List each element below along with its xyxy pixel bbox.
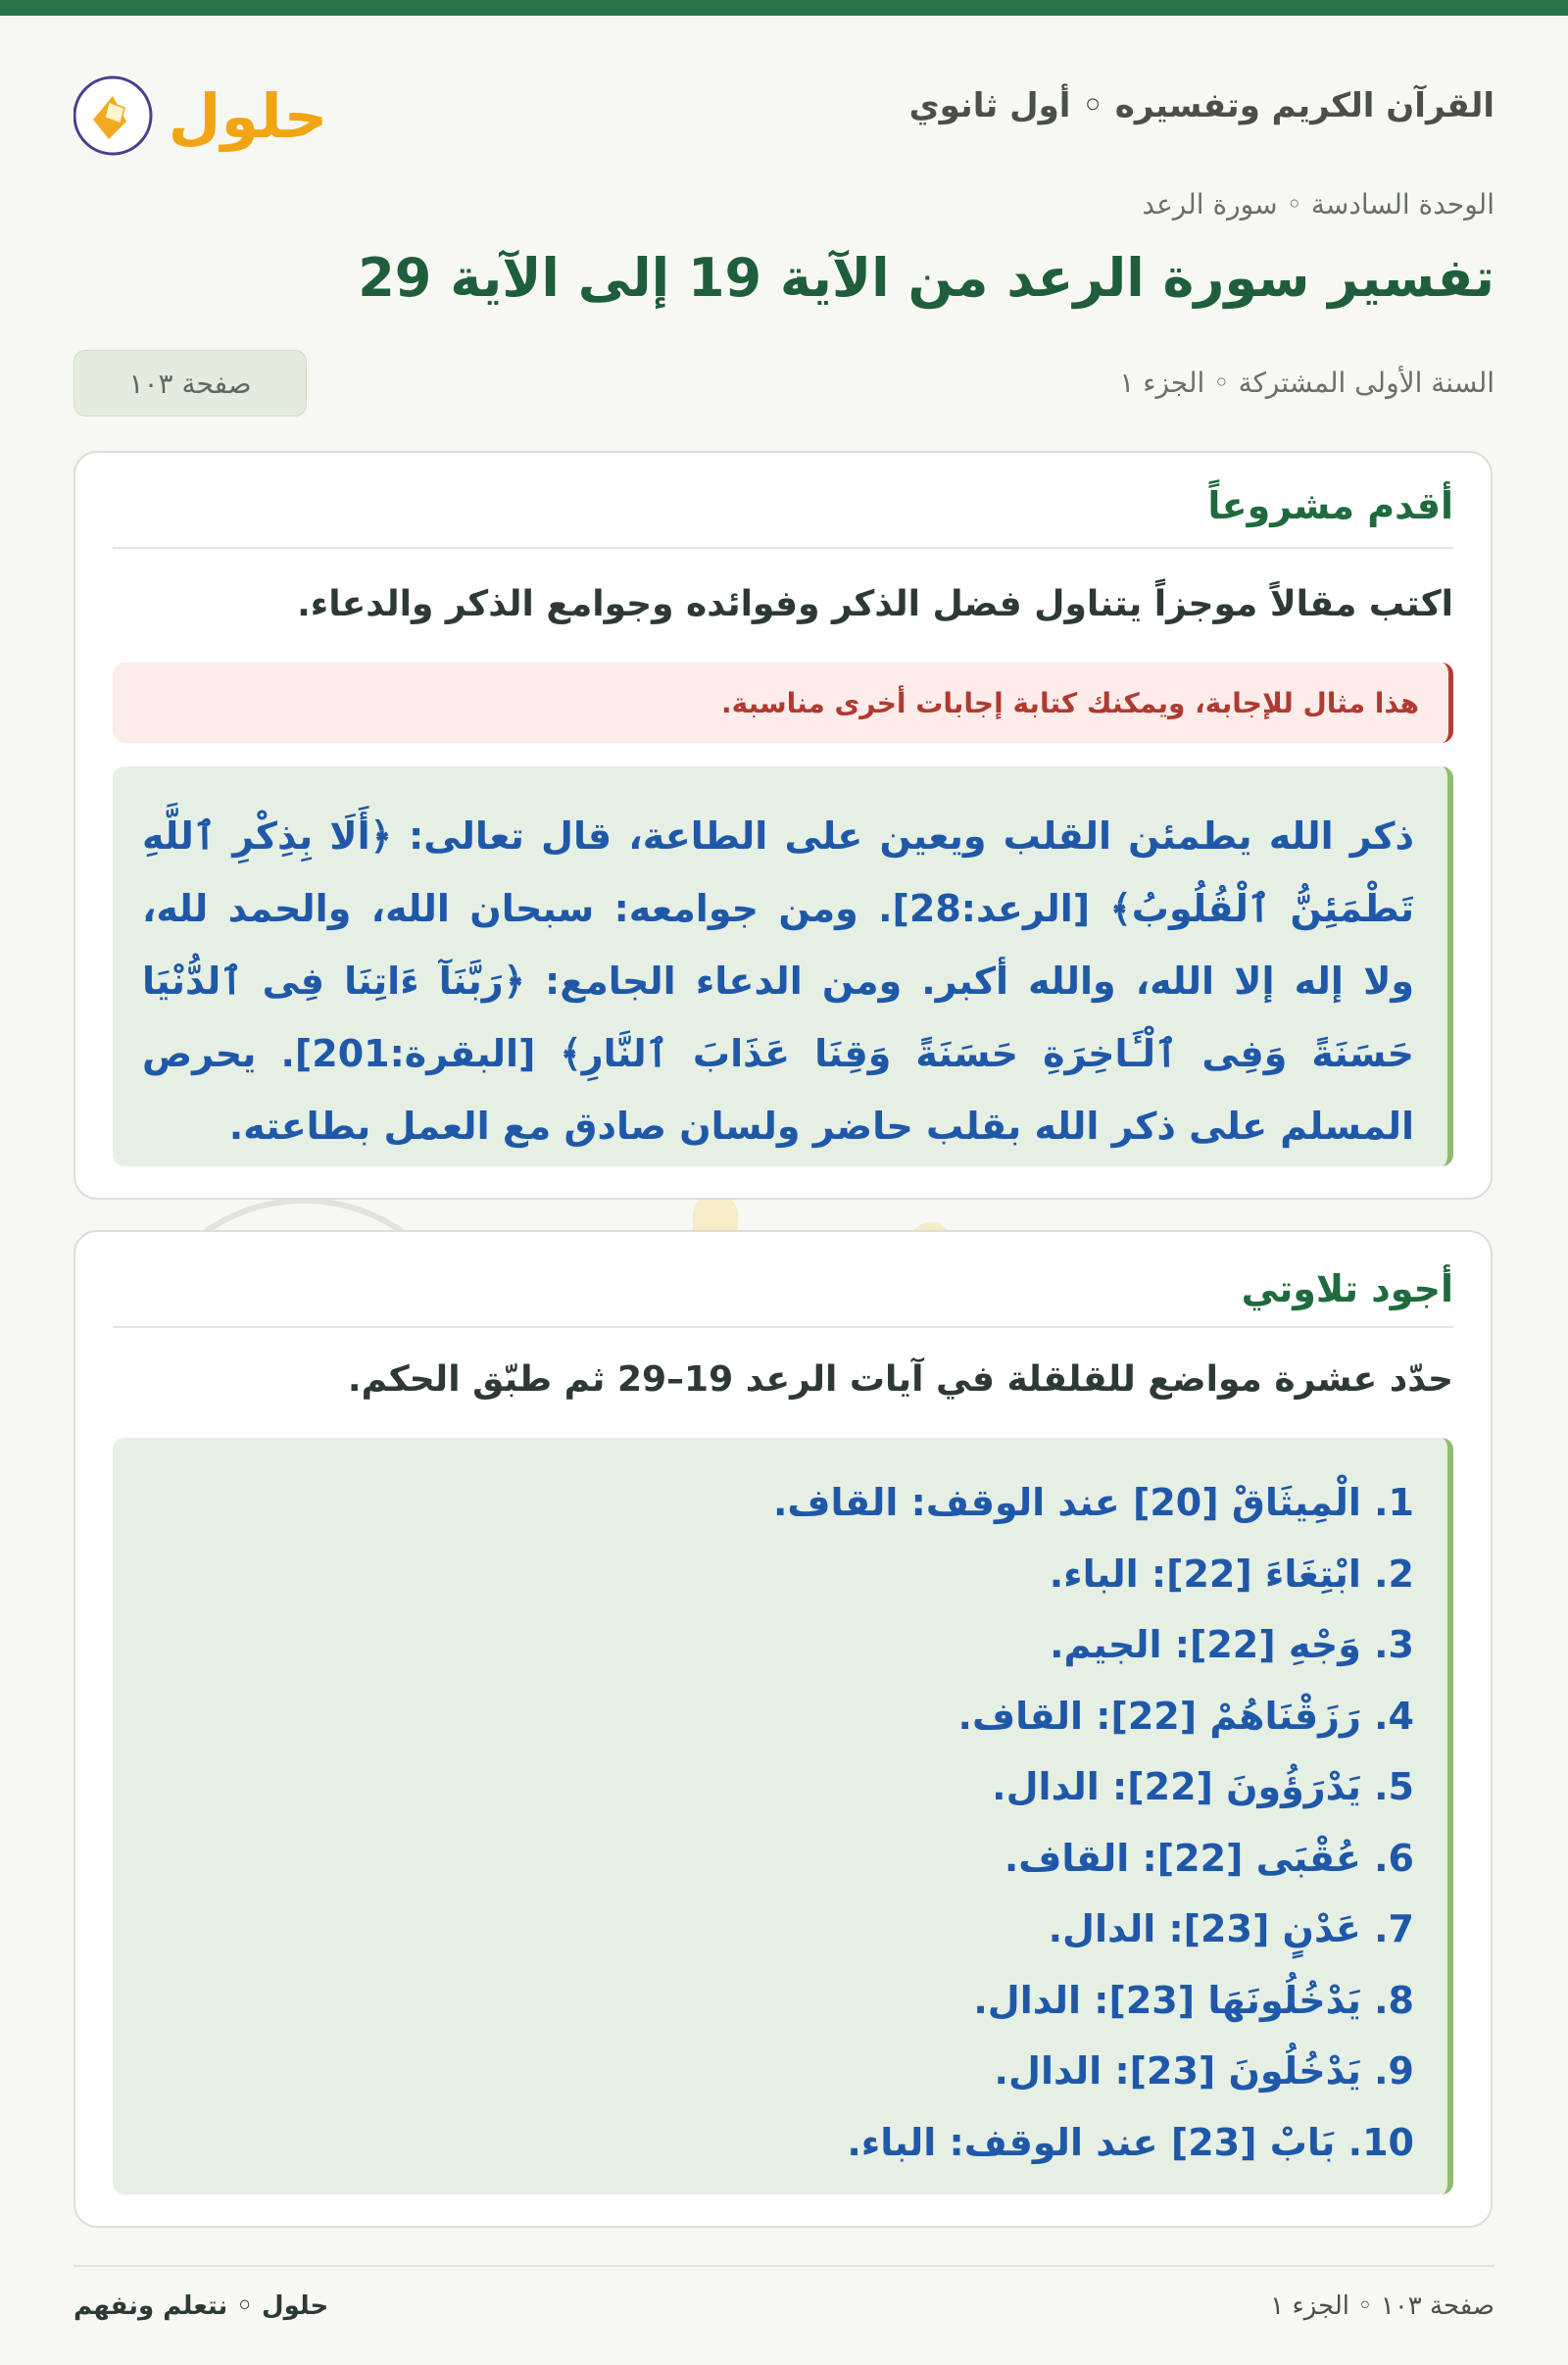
project-card (74, 451, 1493, 1200)
project-prompt: اكتب مقالاً موجزاً يتناول فضل الذكر وفوائده وجوامع الذكر والدعاء. (297, 584, 1453, 624)
subject-title: القرآن الكريم وتفسيره ◦ أول ثانوي (908, 86, 1494, 125)
footer-brand: حلول ◦ نتعلم ونفهم (74, 2291, 329, 2321)
list-item: 4. رَزَقْنَاهُمْ [22]: القاف. (957, 1694, 1414, 1738)
project-answer: ذكر الله يطمئن القلب ويعين على الطاعة، قال تعالى: ﴿أَلَا بِذِكْرِ ٱللَّهِ تَطْمَئِنُّ ٱلْقُلُوبُ﴾ [الرعد:28]. ومن جوامعه: سبحان الله، والحمد لله، ولا إله إلا الله، والله أكبر. ومن الدعاء الجامع: ﴿رَبَّنَآ ءَاتِنَا فِى ٱلدُّنْيَا حَسَنَةً وَفِى ٱلْـَٔاخِرَةِ حَسَنَةً وَقِنَا عَذَابَ ٱلنَّارِ﴾ [البقرة:201]. يحرص المسلم على ذكر الله بقلب حاضر ولسان صادق مع العمل بطاعته. (113, 766, 1453, 1166)
page-number-badge: صفحة ١٠٣ (74, 350, 307, 417)
footer-divider (74, 2265, 1494, 2267)
list-item: 2. ابْتِغَاءَ [22]: الباء. (1049, 1552, 1414, 1596)
list-item: 10. بَابْ [23] عند الوقف: الباء. (847, 2120, 1414, 2164)
recitation-prompt: حدّد عشرة مواضع للقلقلة في آيات الرعد 19–29 ثم طبّق الحكم. (347, 1359, 1453, 1400)
list-item: 7. عَدْنٍ [23]: الدال. (1048, 1907, 1414, 1950)
project-divider (113, 547, 1453, 549)
recitation-heading: أجود تلاوتي (1241, 1267, 1453, 1310)
top-accent-bar (0, 0, 1568, 16)
list-item: 5. يَدْرَؤُونَ [22]: الدال. (992, 1765, 1414, 1808)
list-item: 6. عُقْبَى [22]: القاف. (1004, 1836, 1414, 1880)
footer-page-info: صفحة ١٠٣ ◦ الجزء ١ (1270, 2291, 1494, 2321)
sample-answer-note: هذا مثال للإجابة، ويمكنك كتابة إجابات أخرى مناسبة. (113, 663, 1453, 743)
qalqala-answer-list (113, 1438, 1453, 2194)
page-header (74, 57, 1494, 167)
page-title: تفسير سورة الرعد من الآية 19 إلى الآية 29 (358, 247, 1494, 309)
list-item: 3. وَجْهِ [22]: الجيم. (1050, 1623, 1414, 1666)
hulul-logo-icon[interactable] (74, 63, 328, 161)
unit-breadcrumb: الوحدة السادسة ◦ سورة الرعد (1142, 188, 1494, 221)
list-item: 8. يَدْخُلُونَهَا [23]: الدال. (973, 1978, 1414, 2022)
list-item: 1. الْمِيثَاقْ [20] عند الوقف: القاف. (772, 1481, 1414, 1524)
recitation-divider (113, 1326, 1453, 1328)
recitation-card (74, 1230, 1493, 2228)
logo-wordmark: حلول (168, 80, 328, 152)
list-item: 9. يَدْخُلُونَ [23]: الدال. (994, 2049, 1414, 2093)
project-heading: أقدم مشروعاً (1207, 484, 1453, 527)
grade-meta: السنة الأولى المشتركة ◦ الجزء ١ (1119, 367, 1494, 399)
